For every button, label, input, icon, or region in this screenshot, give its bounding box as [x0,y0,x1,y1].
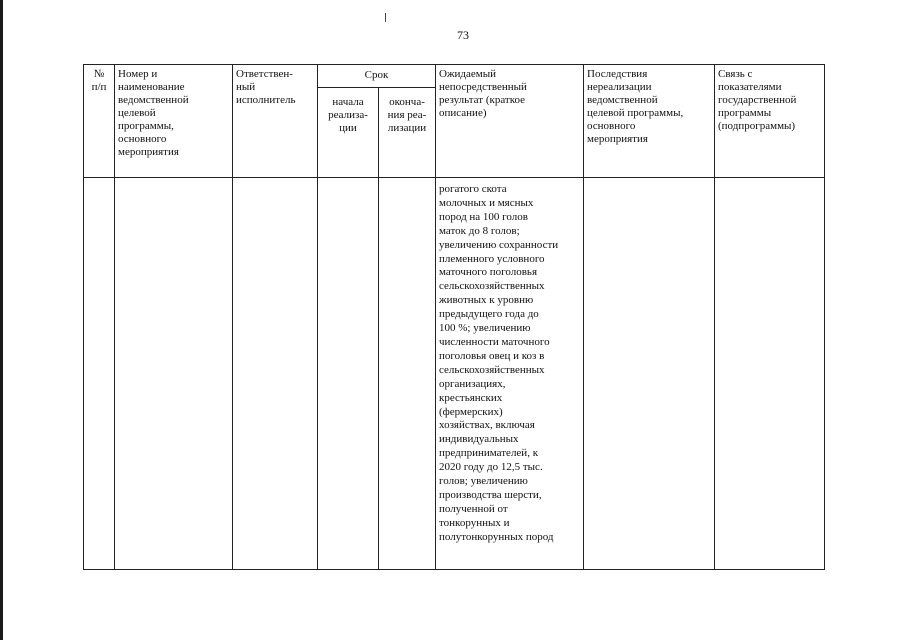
scan-tick-mark [385,13,386,22]
col-divider-5 [435,64,436,570]
col-divider-1 [114,64,115,570]
col-divider-4 [378,87,379,570]
header-col-end: оконча- ния реа- лизации [387,96,427,134]
header-col-start: начала реализа- ции [328,96,368,134]
header-bottom-divider [83,177,825,178]
header-col-term: Срок [364,69,389,81]
header-col-result: Ожидаемый непосредственный результат (краткое описание) [439,68,527,119]
col-divider-3 [317,64,318,570]
term-subheader-divider [317,87,435,88]
header-col-num: № п/п [91,68,107,93]
col-divider-2 [232,64,233,570]
col-divider-7 [714,64,715,570]
header-col-consequences: Последствия нереализации ведомственной целевой программы, основного мероприятия [587,68,684,145]
header-col-program: Номер и наименование ведомственной целевой программы, основного мероприятия [118,68,189,158]
header-col-responsible: Ответствен- ный исполнитель [236,68,296,106]
row-expected-result: рогатого скота молочных и мясных пород на 100 голов маток до 8 голов; увеличению сохранности племенного условного маточного поголовья сельскохозяйственных животных к уровню предыдущего года до 100 %; увеличению численности маточного поголовья овец и коз в сельскохозяйственных организациях, крестьянских (фермерских) хозяйствах, включая индивидуальных предпринимателей, к 2020 году до 12,5 тыс. голов; увеличению производства шерсти, полученной от тонкорунных и полутонкорунных пород [439,183,559,543]
page-number: 73 [457,28,469,42]
page-left-edge [0,0,3,640]
header-col-link: Связь с показателями государственной программы (подпрограммы) [718,68,797,132]
